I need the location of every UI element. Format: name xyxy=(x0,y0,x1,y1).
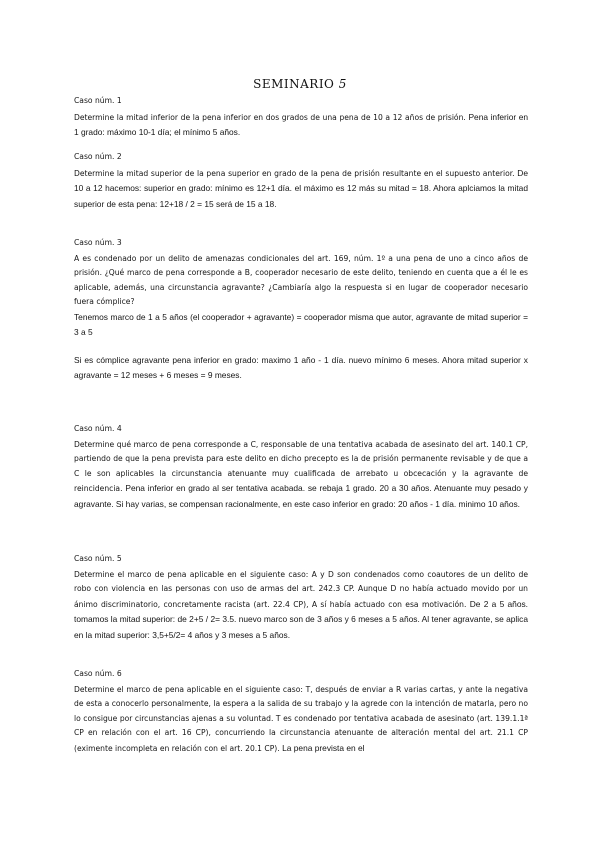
case-heading: Caso núm. 2 xyxy=(74,152,122,161)
case-answer: Si es cómplice agravante pena inferior en grado: maximo 1 año - 1 día. nuevo mínimo 6 meses. Ahora mitad superior x agravante = 12 meses + 6 meses = 9 meses. xyxy=(74,355,528,380)
case-question: Determine el marco de pena aplicable en el siguiente caso: A y D son condenados como coautores de un delito de robo con violencia en las personas con uso de armas del art. 242.3 CP. Aunque D no había actuado movido por un ánimo discriminatorio, concretamente racista (art. 22.4 CP), A sí había actuado con esa motivación. xyxy=(74,569,528,609)
title-text: SEMINARIO xyxy=(253,77,335,91)
case-2 xyxy=(74,150,528,212)
case-text xyxy=(74,683,528,757)
page-title xyxy=(0,77,600,91)
case-answer: Pena inferior en grado al ser tentativa acabada. se rebaja 1 grado. 20 a 30 años. Atenuante muy pesado y agravante. Si hay varias, se compensan racionalmente, en este caso inferior en grado: 20 años - 1 día. minimo 10 años. xyxy=(74,483,528,509)
case-text xyxy=(74,438,528,513)
case-question: A es condenado por un delito de amenazas condicionales del art. 169, núm. 1º a una pena de uno a cinco años de prisión. ¿Qué marco de pena corresponde a B, cooperador necesario de este delito, teniendo en cuenta que a él le es aplicable, además, una circunstancia agravante? ¿Cambiaría algo la respuesta si en lugar de cooperador necesario fuera cómplice? xyxy=(74,253,528,307)
case-heading: Caso núm. 1 xyxy=(74,96,122,105)
case-6 xyxy=(74,667,528,757)
case-5 xyxy=(74,552,528,644)
case-text xyxy=(74,166,528,213)
case-answer: De 2 a 5 años. tomamos la mitad superior: de 2+5 / 2= 3.5. nuevo marco son de 3 años y 6 meses a 5 años. Al tener agravante, se aplica en la mitad superior: 3,5+5/2= 4 años y 3 meses a 5 años. xyxy=(74,598,528,640)
case-answer: Pena inferior en 1 grado: máximo 10-1 día; el mínimo 5 años. xyxy=(74,111,529,138)
case-text xyxy=(74,568,528,644)
case-text xyxy=(74,110,528,141)
case-question: Determine qué marco de pena corresponde a C, responsable de una tentativa acabada de asesinato del art. 140.1 CP, partiendo de que la pena prevista para este delito en dicho precepto es la de prisión permanente revisable y de que a C le son aplicables la circunstancia atenuante muy cualificada de arrebato u obcecación y la agravante de reincidencia. xyxy=(74,439,528,494)
case-question: Determine el marco de pena aplicable en el siguiente caso: T, después de enviar a R varias cartas, y ante la negativa de esta a conocerlo personalmente, la espera a la salida de su trabajo y la agrede con la intención de matarla, pero no lo consigue por circunstancias ajenas a su voluntad. T es condenado por tentativa acabada de asesinato (art. 139.1.1ª CP en relación con el art. 16 CP), concurriendo la circunstancia atenuante de alteración mental del art. 21.1 CP (eximente incompleta en relación con el art. 20.1 CP). xyxy=(74,684,528,753)
case-3 xyxy=(74,236,528,382)
title-number: 5 xyxy=(338,77,347,91)
case-4 xyxy=(74,422,528,513)
case-heading: Caso núm. 4 xyxy=(74,424,122,433)
case-1 xyxy=(74,94,528,141)
case-heading: Caso núm. 5 xyxy=(74,554,122,563)
case-heading: Caso núm. 3 xyxy=(74,238,122,247)
case-answer: La pena prevista en el xyxy=(282,742,365,753)
case-answer: Tenemos marco de 1 a 5 años (el cooperador + agravante) = cooperador misma que autor, agravante de mitad superior = 3 a 5 xyxy=(74,311,528,337)
case-question: Determine la mitad inferior de la pena inferior en dos grados de una pena de 10 a 12 años de prisión. xyxy=(74,112,466,122)
case-answer: De 10 a 12 hacemos: superior en grado: mínimo es 12+1 día. el máximo es 12 más su mitad = 18. Ahora aplciamos la mitad superior de esta pena: 12+18 / 2 = 15 será de 15 a 18. xyxy=(74,167,528,209)
case-question: Determine la mitad superior de la pena superior en grado de la pena de prisión resultante en el supuesto anterior. xyxy=(74,168,515,178)
case-heading: Caso núm. 6 xyxy=(74,669,122,678)
